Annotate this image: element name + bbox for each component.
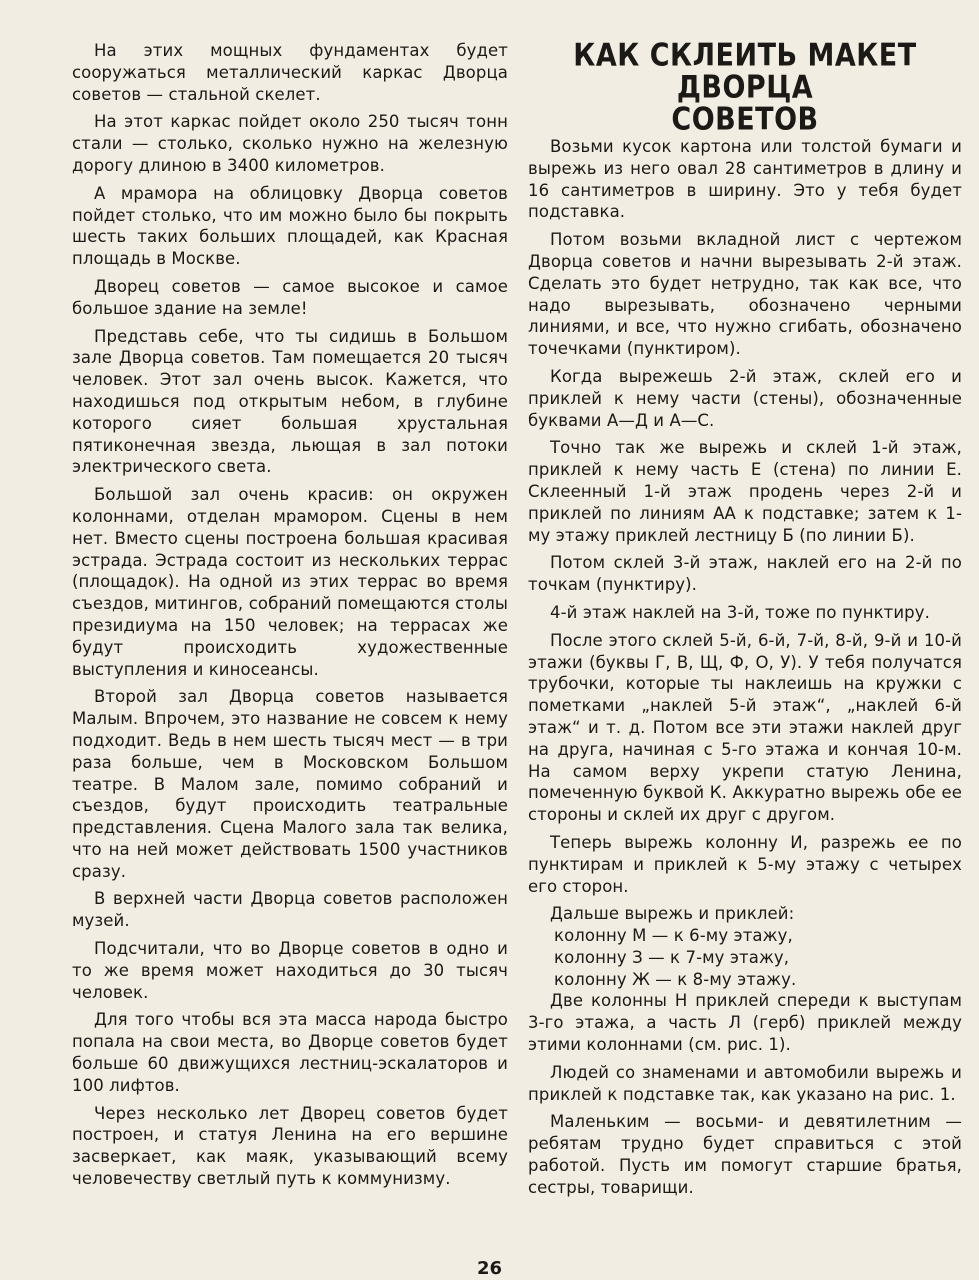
right-column [528, 37, 962, 1205]
paragraph: Через несколько лет Дворец советов будет построен, и статуя Ленина на его вершине засверкает, как маяк, указывающий всему человечеству светлый путь к коммунизму. [72, 1103, 508, 1189]
paragraph: Точно так же вырежь и склей 1-й этаж, приклей к нему часть Е (стена) по линии Е. Склеенный 1-й этаж продень через 2-й и приклей по линиям АА к подставке; затем к 1-му этажу приклей лестницу Б (по линии Б). [528, 438, 962, 545]
paragraph: Дворец советов — самое высокое и самое большое здание на земле! [72, 276, 508, 318]
paragraph: Подсчитали, что во Дворце советов в одно и то же время может находиться до 30 тысяч человек. [72, 939, 508, 1002]
paragraph: Две колонны Н приклей спереди к выступам 3-го этажа, а часть Л (герб) приклей между этими колоннами (см. рис. 1). [528, 991, 962, 1055]
paragraph: На этих мощных фундаментах будет сооружаться металлический каркас Дворца советов — стальной скелет. [72, 41, 508, 104]
paragraph: Возьми кусок картона или толстой бумаги и вырежь из него овал 28 сантиметров в длину и 16 сантиметров в ширину. Это у тебя будет подставка. [528, 137, 962, 222]
paragraph: На этот каркас пойдет около 250 тысяч тонн стали — столько, сколько нужно на железную дорогу длиною в 3400 километров. [72, 112, 508, 175]
paragraph: Потом склей 3-й этаж, наклей его на 2-й по точкам (пунктиру). [528, 553, 962, 595]
paragraph: Теперь вырежь колонну И, разрежь ее по пунктирам и приклей к 5-му этажу с четырех его сторон. [528, 832, 962, 896]
left-column [72, 40, 508, 1196]
paragraph: Маленьким — восьми- и девятилетним — ребятам трудно будет справиться с этой работой. Пусть им помогут старшие братья, сестры, товарищи. [528, 1112, 962, 1197]
paragraph: Людей со знаменами и автомобили вырежь и приклей к подставке так, как указано на рис. 1. [528, 1062, 962, 1104]
article-title [528, 37, 962, 138]
paragraph: А мрамора на облицовку Дворца советов пойдет столько, что им можно было бы покрыть шесть таких больших площадей, как Красная площадь в Москве. [72, 183, 508, 269]
paragraph: Большой зал очень красив: он окружен колоннами, отделан мрамором. Сцены в нем нет. Вместо сцены построена большая красивая эстрада. Эстрада состоит из нескольких террас (площадок). На одной из этих террас во время съездов, митингов, собраний помещаются столы президиума на 150 человек; на террасах же будут происходить художественные выступления и киносеансы. [72, 485, 508, 679]
paragraph: Для того чтобы вся эта масса народа быстро попала на свои места, во Дворце советов будет больше 60 движущихся лестниц-эскалаторов и 100 лифтов. [72, 1010, 508, 1095]
paragraph: Дальше вырежь и приклей: [550, 904, 795, 924]
page-number: 26 [476, 1258, 503, 1279]
paragraph: В верхней части Дворца советов расположен музей. [72, 889, 508, 931]
list-item: колонну М — к 6-му этажу, [554, 926, 793, 946]
list-item: колонну Ж — к 8-му этажу. [554, 969, 797, 989]
article-title-line: КАК СКЛЕИТЬ МАКЕТ ДВОРЦА [573, 37, 917, 106]
paragraph: После этого склей 5-й, 6-й, 7-й, 8-й, 9-й и 10-й этажи (буквы Г, В, Щ, Ф, О, У). У тебя получатся трубочки, которые ты наклеишь на кружки с пометками „наклей 5-й этаж“, „наклей 6-й этаж“ и т. д. Потом все эти этажи наклей друг на друга, начиная с 5-го этажа и кончая 10-м. На самом верху укрепи статую Ленина, помеченную буквой К. Аккуратно вырежь обе ее стороны и склей их друг с другом. [528, 630, 962, 825]
paragraph: Когда вырежешь 2-й этаж, склей его и приклей к нему части (стены), обозначенные буквами А—Д и А—С. [528, 366, 962, 430]
article-title-line: СОВЕТОВ [671, 102, 819, 138]
paragraph: Второй зал Дворца советов называется Малым. Впрочем, это название не совсем к нему подходит. Ведь в нем шесть тысяч мест — в три раза больше, чем в Московском Большом театре. В Малом зале, помимо собраний и съездов, будут происходить театральные представления. Сцена Малого зала так велика, что на ней может действовать 1500 участников сразу. [72, 687, 508, 881]
list-item: колонну З — к 7-му этажу, [554, 947, 790, 967]
paragraph: Потом возьми вкладной лист с чертежом Дворца советов и начни вырезывать 2-й этаж. Сделать это будет нетрудно, так как все, что надо вырезывать, обозначено черными линиями, и все, что нужно сгибать, обозначено точечками (пунктиром). [528, 230, 962, 359]
paragraph: Представь себе, что ты сидишь в Большом зале Дворца советов. Там помещается 20 тысяч человек. Этот зал очень высок. Кажется, что находишься под открытым небом, в глубине которого сияет большая хрустальная пятиконечная звезда, льющая в зал потоки электрического света. [72, 326, 508, 477]
paragraph: 4-й этаж наклей на 3-й, тоже по пунктиру. [550, 602, 930, 622]
